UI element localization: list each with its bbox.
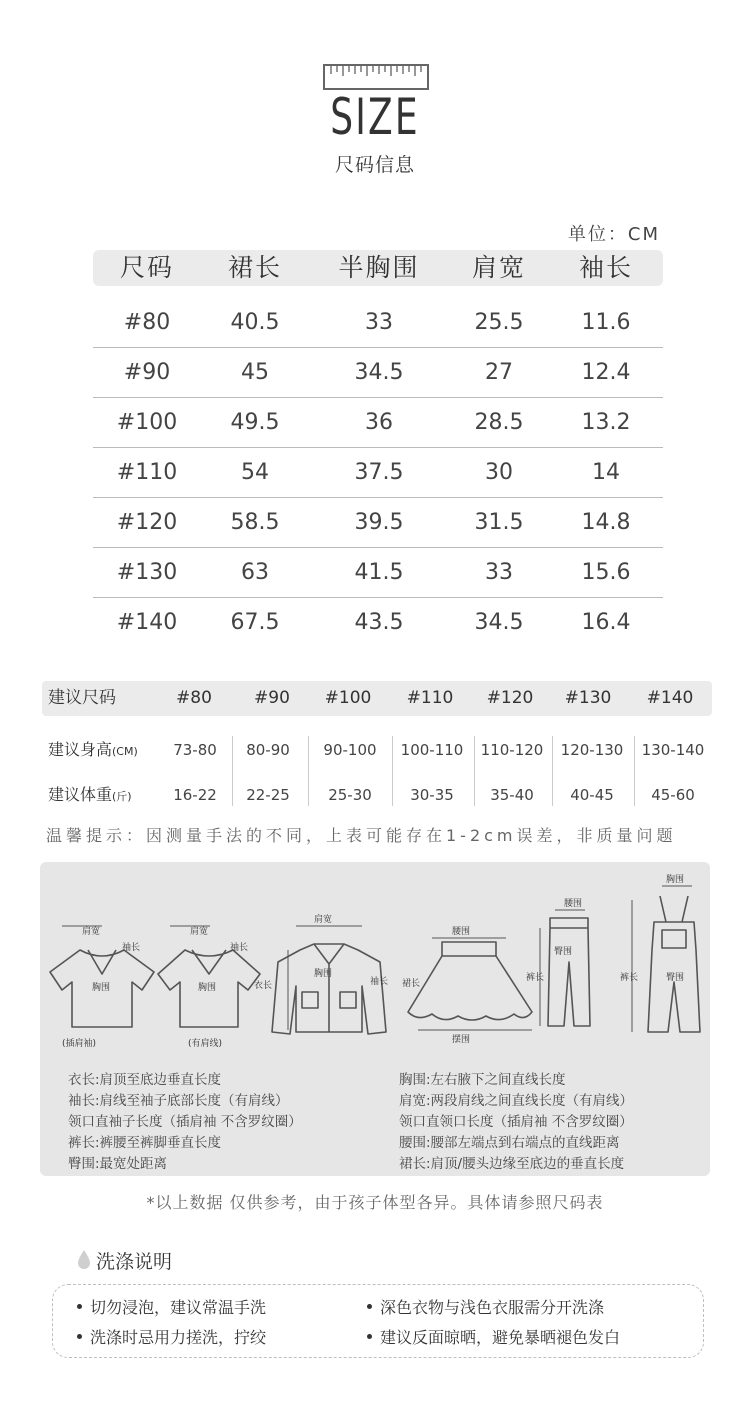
page-subtitle: 尺码信息 xyxy=(334,154,415,176)
weight-value: 25-30 xyxy=(328,786,372,804)
table-cell: 37.5 xyxy=(354,460,404,485)
recommend-header-size: #90 xyxy=(254,688,290,708)
description-right: 裙长:肩顶/腰头边缘至底边的垂直长度 xyxy=(399,1156,625,1172)
recommend-header-size: #140 xyxy=(646,688,694,708)
recommend-table-header xyxy=(42,681,712,716)
table-row xyxy=(93,298,663,348)
weight-value: 40-45 xyxy=(570,786,614,804)
diagram-label: 肩宽 xyxy=(314,915,333,925)
recommend-header-size: #110 xyxy=(406,688,454,708)
recommend-header-size: #100 xyxy=(324,688,372,708)
table-cell: 25.5 xyxy=(474,310,524,335)
weight-value: 45-60 xyxy=(651,786,695,804)
tip-text: 温馨提示：因测量手法的不同，上表可能存在1-2cm误差，非质量问题 xyxy=(46,826,677,845)
table-cell: 54 xyxy=(241,460,269,485)
description-left: 袖长:肩线至袖子底部长度（有肩线） xyxy=(68,1093,289,1109)
description-left: 领口直袖子长度（插肩袖 不含罗纹圈） xyxy=(68,1114,302,1130)
height-value: 110-120 xyxy=(480,741,544,759)
description-left: 裤长:裤腰至裤脚垂直长度 xyxy=(68,1135,222,1151)
description-left: 臀围:最宽处距离 xyxy=(68,1156,168,1172)
unit-label: 单位：CM xyxy=(567,224,660,245)
column-header: 肩宽 xyxy=(471,253,526,282)
weight-row xyxy=(42,776,712,814)
weight-label: 建议体重(斤) xyxy=(48,785,132,804)
diagram-label: 衣长 xyxy=(254,981,273,991)
column-header: 尺码 xyxy=(119,253,174,282)
pants-icon xyxy=(548,918,590,1026)
description-right: 肩宽:两段肩线之间直线长度（有肩线） xyxy=(399,1093,634,1109)
table-cell: 28.5 xyxy=(474,410,524,435)
table-cell: 45 xyxy=(241,360,269,385)
skirt-icon xyxy=(442,942,496,956)
weight-value: 16-22 xyxy=(173,786,217,804)
height-value: 120-130 xyxy=(560,741,624,759)
table-cell: 11.6 xyxy=(581,310,631,335)
wash-item: 洗涤时忌用力搓洗，拧绞 xyxy=(77,1325,266,1348)
table-row xyxy=(93,598,663,648)
description-left: 衣长:肩顶至底边垂直长度 xyxy=(68,1072,222,1088)
table-cell: 16.4 xyxy=(581,610,631,635)
diagram-caption: (有肩线) xyxy=(188,1039,223,1049)
description-right: 胸围:左右腋下之间直线长度 xyxy=(399,1072,566,1088)
recommend-header-size: #80 xyxy=(176,688,212,708)
diagram-label: 裤长 xyxy=(526,973,545,983)
height-value: 130-140 xyxy=(641,741,705,759)
table-row xyxy=(93,348,663,398)
table-cell: 58.5 xyxy=(230,510,280,535)
diagram-label: 摆围 xyxy=(452,1035,471,1045)
diagram-label: 袖长 xyxy=(370,977,389,987)
table-row xyxy=(93,448,663,498)
table-cell: 15.6 xyxy=(581,560,631,585)
height-row xyxy=(42,731,712,769)
table-cell: 30 xyxy=(485,460,513,485)
diagram-label: 袖长 xyxy=(122,943,141,953)
column-header: 半胸围 xyxy=(338,253,420,282)
weight-value: 22-25 xyxy=(246,786,290,804)
table-cell: 31.5 xyxy=(474,510,524,535)
table-row xyxy=(93,398,663,448)
wash-item: 建议反面晾晒，避免暴晒褪色发白 xyxy=(367,1325,620,1348)
table-cell: 33 xyxy=(485,560,513,585)
water-drop-icon xyxy=(76,1249,92,1271)
diagram-label: 肩宽 xyxy=(82,927,101,937)
diagram-label: 裤长 xyxy=(620,973,639,983)
diagram-label: 袖长 xyxy=(230,943,249,953)
table-cell: 49.5 xyxy=(230,410,280,435)
table-cell: 39.5 xyxy=(354,510,404,535)
divider xyxy=(552,736,553,806)
diagram-label: 胸围 xyxy=(198,983,217,993)
table-cell: 43.5 xyxy=(354,610,404,635)
table-cell: #100 xyxy=(116,410,178,435)
weight-value: 30-35 xyxy=(410,786,454,804)
disclaimer-note: *以上数据 仅供参考，由于孩子体型各异。具体请参照尺码表 xyxy=(146,1193,604,1212)
table-cell: 36 xyxy=(365,410,393,435)
table-cell: 14.8 xyxy=(581,510,631,535)
diagram-label: 胸围 xyxy=(314,969,333,979)
divider xyxy=(634,736,635,806)
description-right: 领口直领口长度（插肩袖 不含罗纹圈） xyxy=(399,1114,633,1130)
column-header: 裙长 xyxy=(227,253,282,282)
garment-illustrations xyxy=(40,862,710,1062)
table-cell: 12.4 xyxy=(581,360,631,385)
diagram-label: 臀围 xyxy=(554,947,573,957)
diagram-label: 腰围 xyxy=(564,899,583,909)
column-header: 袖长 xyxy=(578,253,633,282)
divider xyxy=(232,736,233,806)
height-label: 建议身高(CM) xyxy=(48,740,138,759)
table-cell: 13.2 xyxy=(581,410,631,435)
diagram-label: 肩宽 xyxy=(190,927,209,937)
table-cell: 14 xyxy=(592,460,620,485)
wash-title: 洗涤说明 xyxy=(96,1251,173,1273)
height-value: 90-100 xyxy=(323,741,377,759)
overalls-icon xyxy=(648,896,700,1032)
wash-item: 深色衣物与浅色衣服需分开洗涤 xyxy=(367,1295,604,1318)
height-value: 80-90 xyxy=(246,741,290,759)
table-cell: 27 xyxy=(485,360,513,385)
table-row xyxy=(93,548,663,598)
table-cell: 34.5 xyxy=(474,610,524,635)
divider xyxy=(392,736,393,806)
wash-instructions-box xyxy=(52,1284,704,1358)
table-cell: 63 xyxy=(241,560,269,585)
table-cell: 33 xyxy=(365,310,393,335)
page-title: SIZE xyxy=(330,88,420,146)
size-table-header xyxy=(93,250,663,286)
divider xyxy=(474,736,475,806)
height-value: 100-110 xyxy=(400,741,464,759)
table-cell: 34.5 xyxy=(354,360,404,385)
diagram-caption: (插肩袖) xyxy=(62,1039,97,1049)
diagram-label: 腰围 xyxy=(452,927,471,937)
table-cell: #90 xyxy=(123,360,171,385)
table-cell: 67.5 xyxy=(230,610,280,635)
recommend-header-size: #130 xyxy=(564,688,612,708)
table-row xyxy=(93,498,663,548)
table-cell: #140 xyxy=(116,610,178,635)
table-cell: #110 xyxy=(116,460,178,485)
diagram-label: 胸围 xyxy=(666,875,685,885)
description-right: 腰围:腰部左端点到右端点的直线距离 xyxy=(399,1135,620,1151)
weight-value: 35-40 xyxy=(490,786,534,804)
diagram-label: 胸围 xyxy=(92,983,111,993)
table-cell: #120 xyxy=(116,510,178,535)
divider xyxy=(308,736,309,806)
diagram-label: 臀围 xyxy=(666,973,685,983)
measurement-diagram xyxy=(40,862,710,1176)
table-cell: 40.5 xyxy=(230,310,280,335)
table-cell: 41.5 xyxy=(354,560,404,585)
diagram-label: 裙长 xyxy=(402,979,421,989)
recommend-header-label: 建议尺码 xyxy=(48,688,116,708)
wash-item: 切勿浸泡，建议常温手洗 xyxy=(77,1295,266,1318)
recommend-header-size: #120 xyxy=(486,688,534,708)
table-cell: #130 xyxy=(116,560,178,585)
table-cell: #80 xyxy=(123,310,171,335)
height-value: 73-80 xyxy=(173,741,217,759)
